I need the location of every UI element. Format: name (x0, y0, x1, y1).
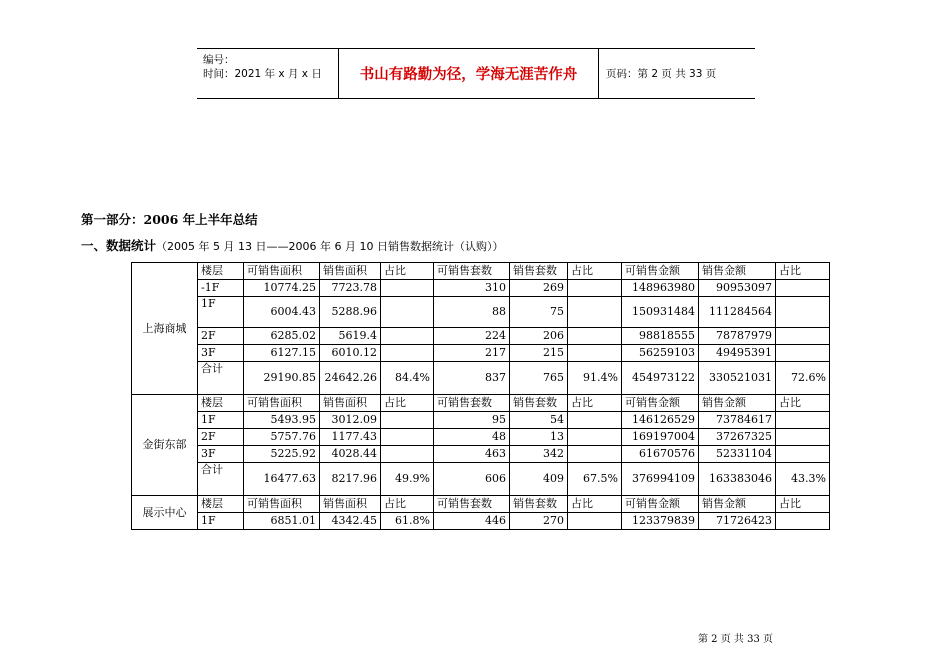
column-header-floor: 楼层 (198, 263, 244, 280)
column-header-amount-ratio: 占比 (776, 395, 830, 412)
header-meta (203, 53, 322, 81)
cell-sellable-area: 5493.95 (244, 412, 320, 429)
section-note: （2005 年 5 月 13 日——2006 年 6 月 10 日销售数据统计（认购）） (156, 240, 504, 253)
cell-units-ratio (568, 429, 622, 446)
cell-amount-ratio (776, 297, 830, 328)
cell-sold-amount: 37267325 (699, 429, 776, 446)
column-header-sold-area: 销售面积 (320, 496, 381, 513)
table-total-row (132, 463, 830, 496)
table-row (132, 446, 830, 463)
cell-amount-ratio (776, 328, 830, 345)
cell-floor: 1F (198, 297, 244, 328)
cell-sellable-units: 606 (434, 463, 510, 496)
cell-sold-units: 215 (510, 345, 568, 362)
cell-sold-amount: 71726423 (699, 513, 776, 530)
table-row (132, 280, 830, 297)
column-header-area-ratio: 占比 (381, 395, 434, 412)
group-name: 上海商城 (132, 263, 198, 395)
cell-sold-area: 24642.26 (320, 362, 381, 395)
cell-sold-units: 765 (510, 362, 568, 395)
cell-floor: 1F (198, 412, 244, 429)
column-header-floor: 楼层 (198, 496, 244, 513)
cell-area-ratio (381, 345, 434, 362)
cell-area-ratio: 61.8% (381, 513, 434, 530)
table-row (132, 513, 830, 530)
cell-sellable-area: 16477.63 (244, 463, 320, 496)
cell-floor: 合计 (198, 463, 244, 496)
cell-sellable-area: 6851.01 (244, 513, 320, 530)
column-header-units-ratio: 占比 (568, 496, 622, 513)
section-heading (81, 236, 503, 254)
sales-stats-table (131, 262, 830, 530)
cell-floor: 1F (198, 513, 244, 530)
cell-sold-area: 3012.09 (320, 412, 381, 429)
cell-amount-ratio (776, 412, 830, 429)
column-header-sold-amount: 销售金额 (699, 395, 776, 412)
cell-sellable-units: 224 (434, 328, 510, 345)
cell-sold-amount: 73784617 (699, 412, 776, 429)
cell-sold-amount: 49495391 (699, 345, 776, 362)
column-header-sellable-area: 可销售面积 (244, 496, 320, 513)
cell-sellable-area: 5225.92 (244, 446, 320, 463)
cell-area-ratio (381, 446, 434, 463)
cell-sold-units: 409 (510, 463, 568, 496)
cell-sellable-amount: 376994109 (622, 463, 699, 496)
cell-floor: 2F (198, 429, 244, 446)
cell-floor: -1F (198, 280, 244, 297)
cell-sold-units: 270 (510, 513, 568, 530)
cell-sellable-area: 10774.25 (244, 280, 320, 297)
group-name: 金街东部 (132, 395, 198, 496)
document-date: 时间：2021 年 x 月 x 日 (203, 68, 322, 80)
cell-area-ratio: 84.4% (381, 362, 434, 395)
cell-area-ratio (381, 412, 434, 429)
table-row (132, 297, 830, 328)
cell-sold-area: 4028.44 (320, 446, 381, 463)
table-row (132, 345, 830, 362)
cell-sold-amount: 78787979 (699, 328, 776, 345)
document-number-label: 编号： (203, 54, 235, 66)
column-header-area-ratio: 占比 (381, 263, 434, 280)
cell-units-ratio (568, 345, 622, 362)
cell-sold-units: 54 (510, 412, 568, 429)
cell-sellable-amount: 454973122 (622, 362, 699, 395)
cell-sold-area: 6010.12 (320, 345, 381, 362)
table-row (132, 429, 830, 446)
cell-units-ratio: 67.5% (568, 463, 622, 496)
header-page-number: 页码：第 2 页 共 33 页 (606, 68, 717, 80)
cell-sold-area: 8217.96 (320, 463, 381, 496)
column-header-sold-units: 销售套数 (510, 263, 568, 280)
column-header-floor: 楼层 (198, 395, 244, 412)
cell-amount-ratio (776, 513, 830, 530)
column-header-sellable-amount: 可销售金额 (622, 496, 699, 513)
column-header-sold-amount: 销售金额 (699, 263, 776, 280)
cell-sold-units: 269 (510, 280, 568, 297)
cell-area-ratio (381, 429, 434, 446)
cell-units-ratio (568, 297, 622, 328)
cell-area-ratio (381, 280, 434, 297)
cell-amount-ratio: 72.6% (776, 362, 830, 395)
cell-sellable-amount: 169197004 (622, 429, 699, 446)
cell-sold-area: 5619.4 (320, 328, 381, 345)
cell-sold-amount: 52331104 (699, 446, 776, 463)
cell-units-ratio (568, 280, 622, 297)
cell-sold-area: 7723.78 (320, 280, 381, 297)
cell-area-ratio (381, 297, 434, 328)
cell-sold-amount: 330521031 (699, 362, 776, 395)
cell-units-ratio (568, 446, 622, 463)
cell-sold-amount: 163383046 (699, 463, 776, 496)
cell-sold-area: 5288.96 (320, 297, 381, 328)
cell-sellable-amount: 150931484 (622, 297, 699, 328)
cell-sold-units: 206 (510, 328, 568, 345)
column-header-sold-units: 销售套数 (510, 395, 568, 412)
cell-floor: 3F (198, 345, 244, 362)
column-header-sellable-units: 可销售套数 (434, 263, 510, 280)
cell-units-ratio: 91.4% (568, 362, 622, 395)
cell-amount-ratio (776, 446, 830, 463)
group-name: 展示中心 (132, 496, 198, 530)
table-header-row (132, 395, 830, 412)
table-header-row (132, 263, 830, 280)
cell-sellable-amount: 146126529 (622, 412, 699, 429)
cell-sellable-units: 310 (434, 280, 510, 297)
column-header-amount-ratio: 占比 (776, 263, 830, 280)
header-motto: 书山有路勤为径，学海无涯苦作舟 (338, 49, 599, 98)
table-row (132, 412, 830, 429)
cell-sellable-units: 48 (434, 429, 510, 446)
table-header-row (132, 496, 830, 513)
cell-sellable-units: 217 (434, 345, 510, 362)
column-header-sold-amount: 销售金额 (699, 496, 776, 513)
cell-sellable-units: 88 (434, 297, 510, 328)
cell-floor: 合计 (198, 362, 244, 395)
cell-sold-units: 342 (510, 446, 568, 463)
column-header-sellable-area: 可销售面积 (244, 395, 320, 412)
cell-sellable-area: 6127.15 (244, 345, 320, 362)
cell-sellable-amount: 148963980 (622, 280, 699, 297)
cell-sellable-area: 6285.02 (244, 328, 320, 345)
cell-area-ratio (381, 328, 434, 345)
column-header-sellable-units: 可销售套数 (434, 395, 510, 412)
column-header-sold-area: 销售面积 (320, 395, 381, 412)
cell-units-ratio (568, 328, 622, 345)
cell-sellable-amount: 123379839 (622, 513, 699, 530)
cell-sold-amount: 111284564 (699, 297, 776, 328)
cell-sellable-amount: 61670576 (622, 446, 699, 463)
table-row (132, 328, 830, 345)
page-footer: 第 2 页 共 33 页 (698, 634, 773, 645)
column-header-sold-area: 销售面积 (320, 263, 381, 280)
cell-sold-area: 4342.45 (320, 513, 381, 530)
cell-sellable-units: 463 (434, 446, 510, 463)
cell-amount-ratio (776, 280, 830, 297)
cell-amount-ratio: 43.3% (776, 463, 830, 496)
cell-floor: 3F (198, 446, 244, 463)
cell-units-ratio (568, 412, 622, 429)
column-header-sellable-units: 可销售套数 (434, 496, 510, 513)
cell-sellable-area: 6004.43 (244, 297, 320, 328)
column-header-amount-ratio: 占比 (776, 496, 830, 513)
table-total-row (132, 362, 830, 395)
column-header-area-ratio: 占比 (381, 496, 434, 513)
cell-sellable-units: 837 (434, 362, 510, 395)
cell-sellable-area: 29190.85 (244, 362, 320, 395)
column-header-sellable-amount: 可销售金额 (622, 395, 699, 412)
cell-sold-area: 1177.43 (320, 429, 381, 446)
document-header (197, 48, 755, 99)
part-heading: 第一部分：2006 年上半年总结 (81, 212, 258, 227)
cell-sellable-units: 446 (434, 513, 510, 530)
column-header-sellable-amount: 可销售金额 (622, 263, 699, 280)
column-header-units-ratio: 占比 (568, 395, 622, 412)
cell-sellable-amount: 98818555 (622, 328, 699, 345)
cell-sold-units: 75 (510, 297, 568, 328)
cell-area-ratio: 49.9% (381, 463, 434, 496)
column-header-sold-units: 销售套数 (510, 496, 568, 513)
column-header-sellable-area: 可销售面积 (244, 263, 320, 280)
section-title: 一、数据统计 (81, 238, 157, 253)
cell-sellable-area: 5757.76 (244, 429, 320, 446)
cell-sold-units: 13 (510, 429, 568, 446)
cell-units-ratio (568, 513, 622, 530)
column-header-units-ratio: 占比 (568, 263, 622, 280)
cell-sellable-units: 95 (434, 412, 510, 429)
cell-amount-ratio (776, 429, 830, 446)
cell-floor: 2F (198, 328, 244, 345)
cell-sellable-amount: 56259103 (622, 345, 699, 362)
cell-amount-ratio (776, 345, 830, 362)
cell-sold-amount: 90953097 (699, 280, 776, 297)
